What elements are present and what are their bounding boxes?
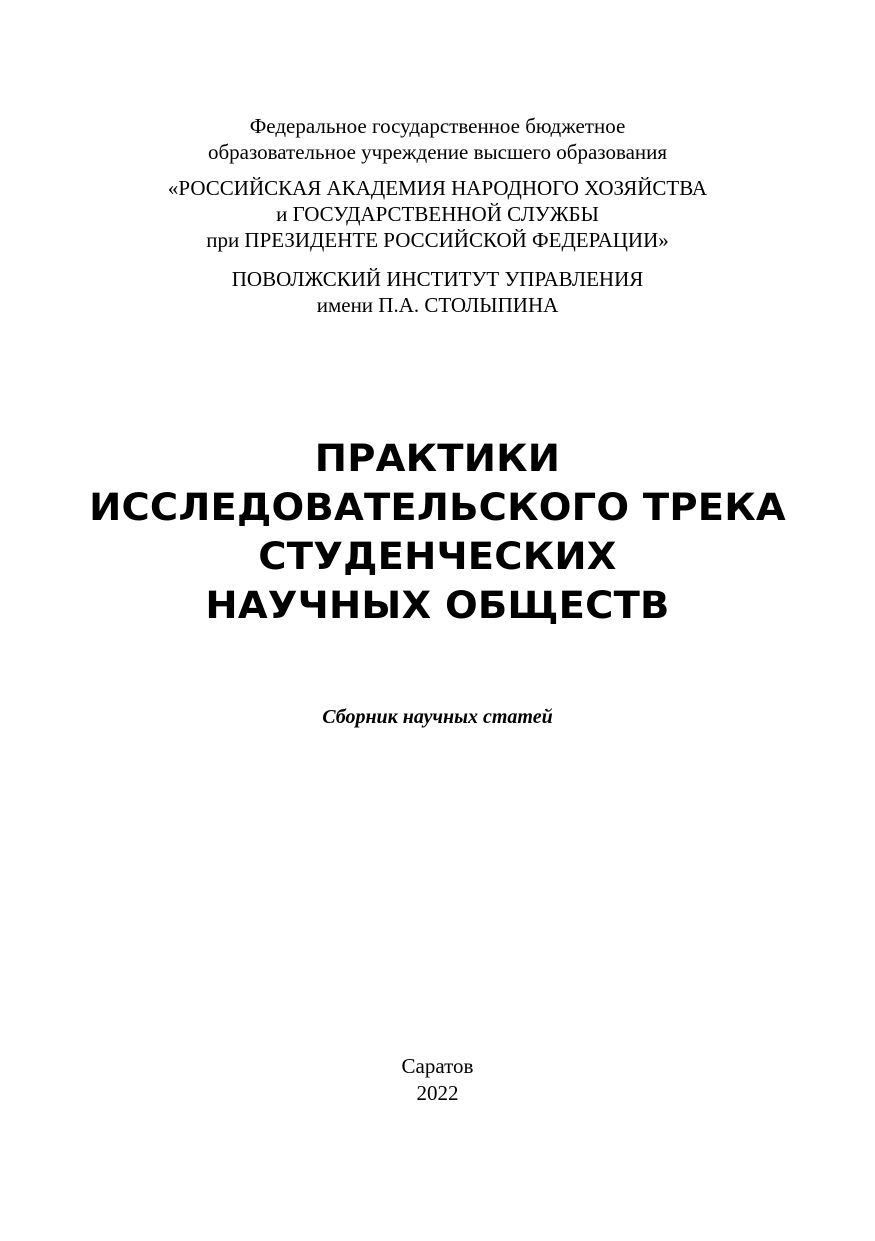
imprint-city: Саратов <box>401 1054 474 1078</box>
academy-name <box>0 175 875 253</box>
institution-type-line: образовательное учреждение высшего образования <box>207 140 668 164</box>
institute-name-line: имени П.А. СТОЛЫПИНА <box>316 293 559 317</box>
book-title-line: НАУЧНЫХ ОБЩЕСТВ <box>205 584 670 627</box>
imprint-year: 2022 <box>416 1081 459 1105</box>
academy-name-line: при ПРЕЗИДЕНТЕ РОССИЙСКОЙ ФЕДЕРАЦИИ» <box>206 228 669 252</box>
institute-name-line: ПОВОЛЖСКИЙ ИНСТИТУТ УПРАВЛЕНИЯ <box>231 267 644 291</box>
book-title-line: СТУДЕНЧЕСКИХ <box>258 535 617 578</box>
institute-name <box>0 266 875 318</box>
imprint <box>0 1053 875 1107</box>
book-title <box>0 434 875 630</box>
book-subtitle-text: Сборник научных статей <box>322 706 553 728</box>
academy-name-line: и ГОСУДАРСТВЕННОЙ СЛУЖБЫ <box>276 202 599 226</box>
institution-type-line: Федеральное государственное бюджетное <box>249 114 626 138</box>
academy-name-line: «РОССИЙСКАЯ АКАДЕМИЯ НАРОДНОГО ХОЗЯЙСТВА <box>167 176 708 200</box>
book-subtitle <box>0 704 875 730</box>
institution-type <box>0 113 875 165</box>
book-title-line: ИССЛЕДОВАТЕЛЬСКОГО ТРЕКА <box>89 486 786 529</box>
book-title-line: ПРАКТИКИ <box>314 437 561 480</box>
